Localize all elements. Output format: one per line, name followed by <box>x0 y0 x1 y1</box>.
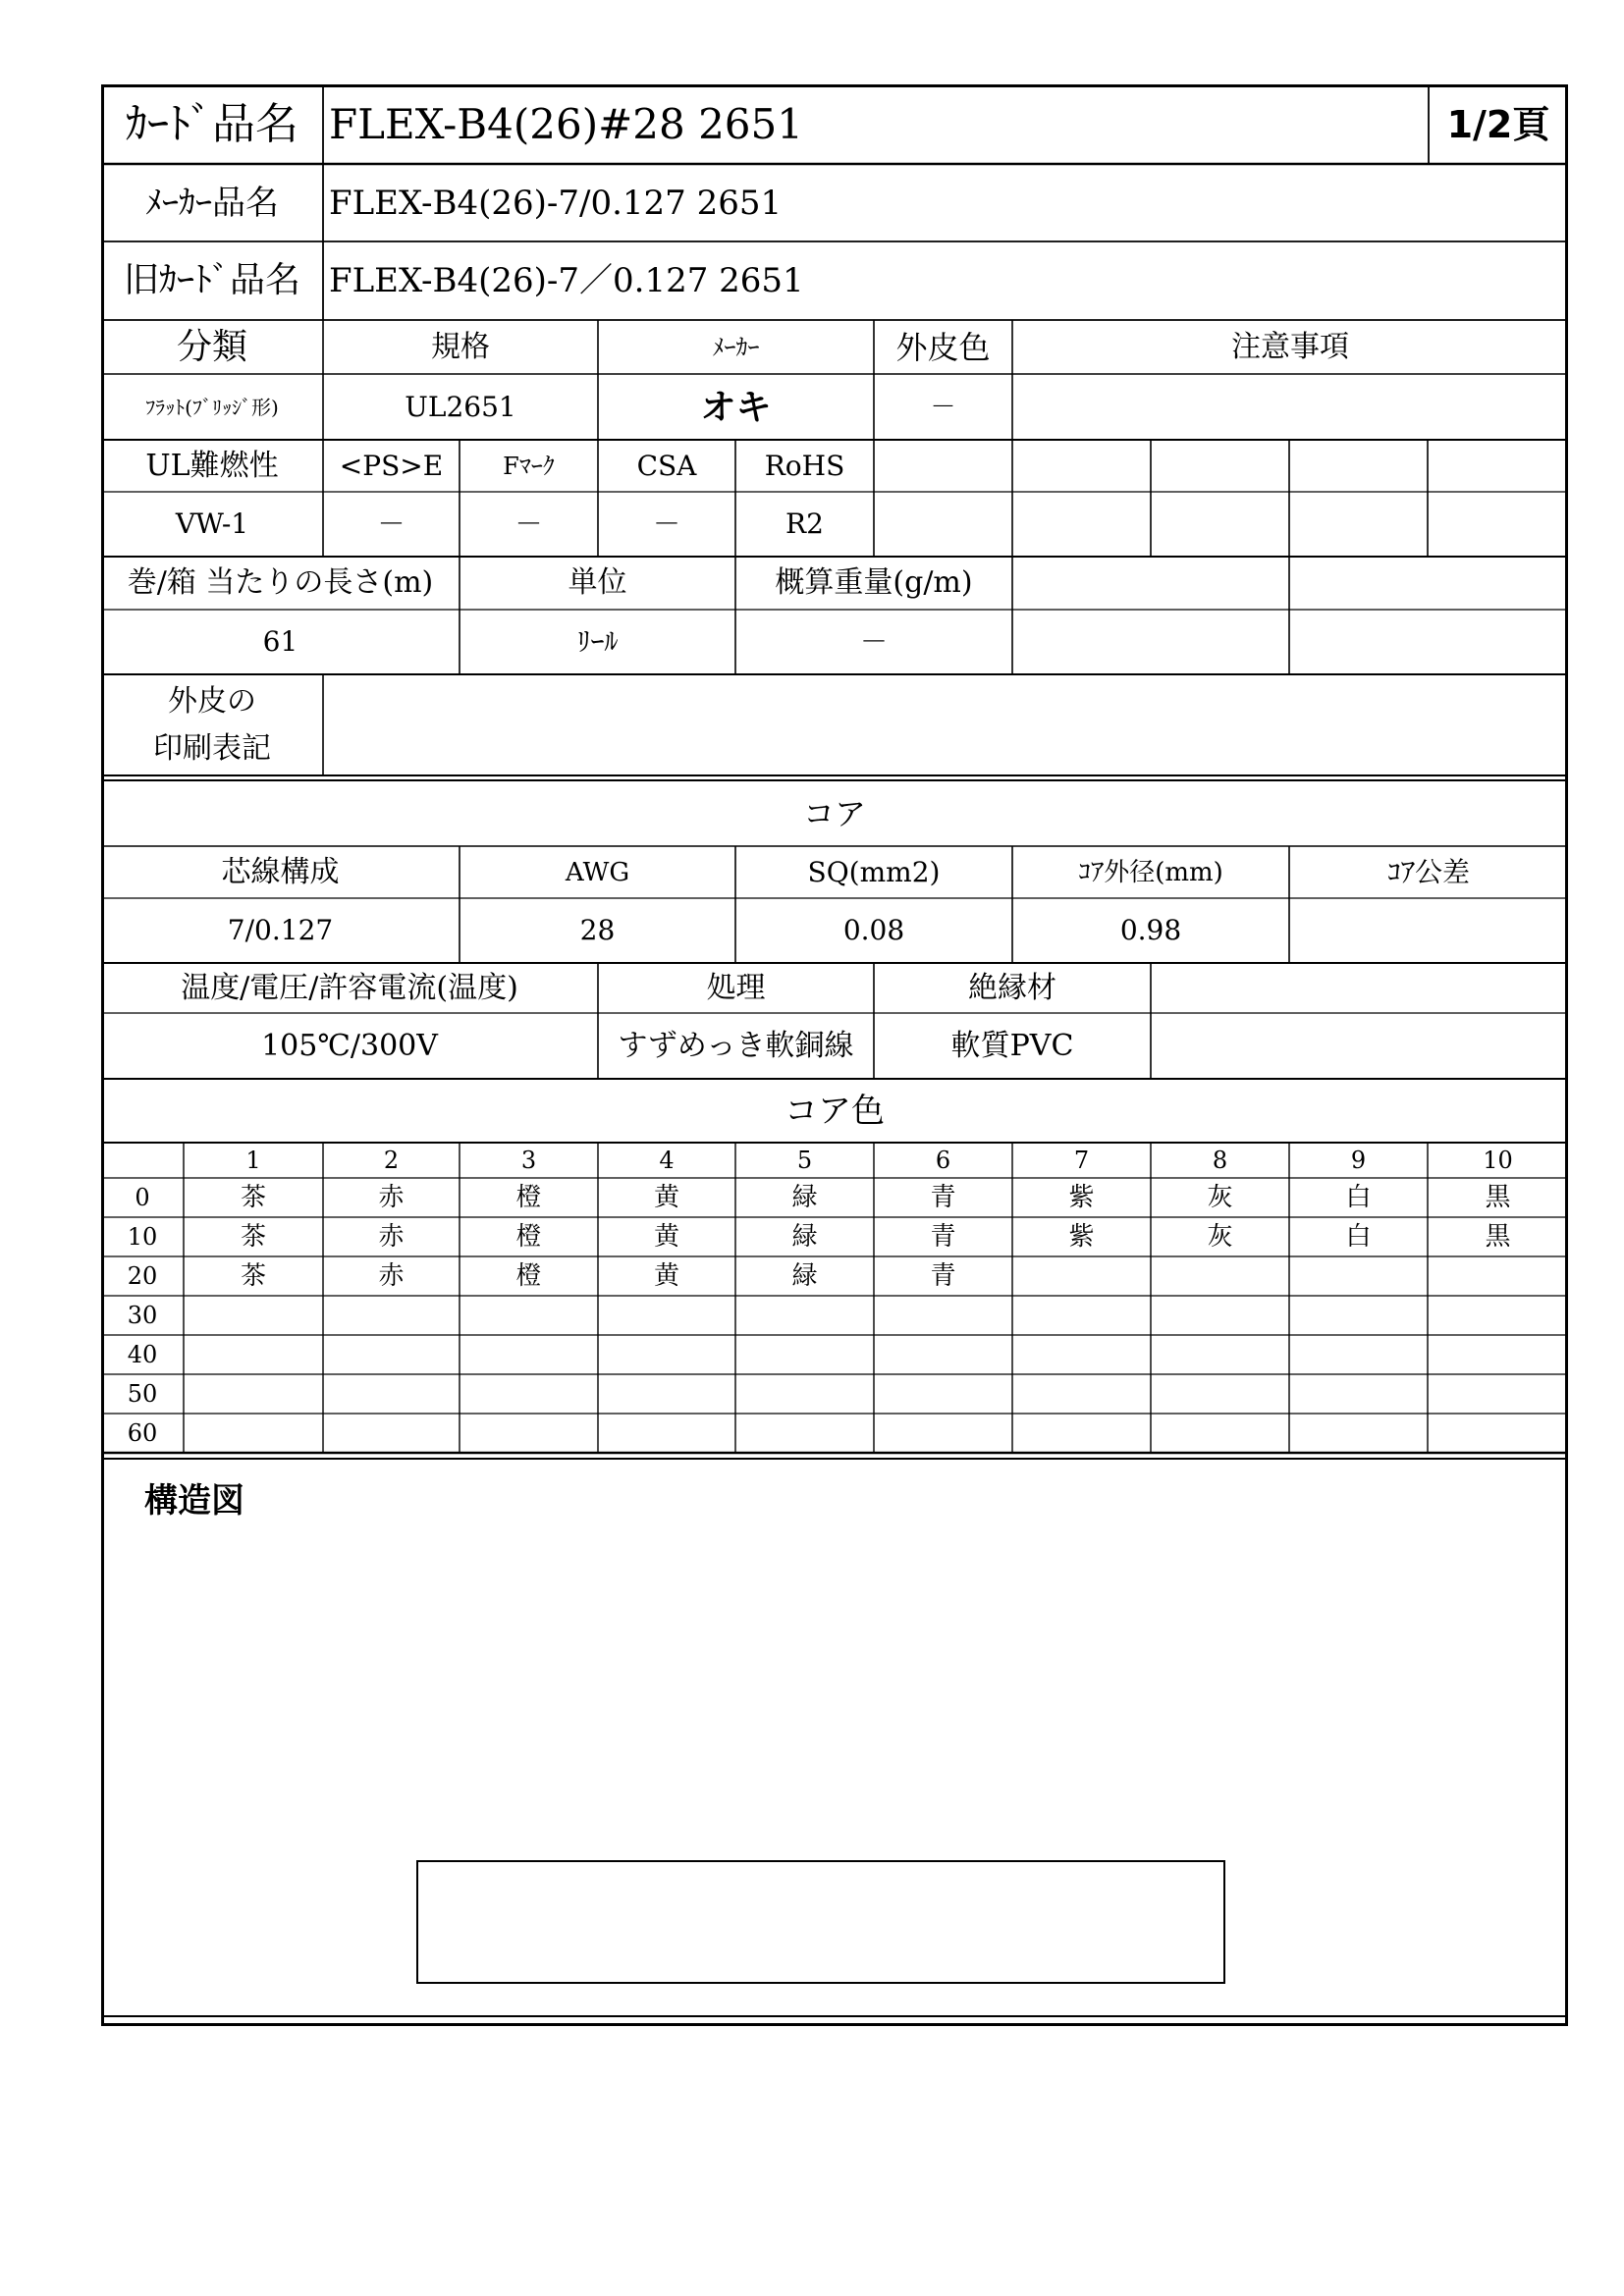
core-color-cell <box>1289 1256 1428 1296</box>
print-label-line2: 印刷表記 <box>153 731 271 766</box>
flammability-header: CSA <box>636 449 697 482</box>
core-color-cell: 紫 <box>1068 1222 1095 1252</box>
core-color-cell: 赤 <box>378 1183 405 1212</box>
core-color-title: コア色 <box>785 1091 885 1131</box>
core-color-cell <box>598 1374 735 1414</box>
core-color-cell <box>1289 1414 1428 1453</box>
core-value: 28 <box>579 914 616 946</box>
length-value: － <box>859 625 888 658</box>
core-color-cell: 茶 <box>240 1183 266 1212</box>
core-color-cell: 青 <box>930 1183 956 1212</box>
core-value: 0.08 <box>842 914 905 946</box>
rating-header: 温度/電圧/許容電流(温度) <box>181 970 518 1005</box>
diagram-frame <box>417 1861 1224 1983</box>
flammability-header: UL難燃性 <box>145 448 279 483</box>
core-color-cell: 紫 <box>1068 1183 1095 1212</box>
core-color-column-header: 2 <box>383 1147 400 1174</box>
classification-value: UL2651 <box>405 390 516 423</box>
old-card-name-label: 旧ｶｰﾄﾞ品名 <box>123 260 300 300</box>
core-color-column-header: 8 <box>1212 1147 1228 1174</box>
core-header: ｺｱ公差 <box>1386 855 1470 888</box>
core-color-cell: 橙 <box>515 1222 542 1252</box>
classification-header: 外皮色 <box>895 328 991 366</box>
core-color-cell <box>460 1374 598 1414</box>
rating-value: 軟質PVC <box>950 1028 1074 1063</box>
core-color-cell <box>1428 1256 1568 1296</box>
core-color-row-label: 60 <box>127 1419 158 1447</box>
core-color-cell <box>874 1296 1012 1335</box>
core-color-cell: 黄 <box>653 1222 679 1252</box>
length-value: ﾘｰﾙ <box>576 625 619 658</box>
core-color-cell <box>460 1296 598 1335</box>
core-color-cell <box>735 1414 874 1453</box>
core-color-cell <box>1428 1374 1568 1414</box>
core-value: 7/0.127 <box>227 914 334 946</box>
flammability-value: VW-1 <box>175 507 249 540</box>
core-color-cell <box>460 1335 598 1374</box>
core-header: AWG <box>565 857 630 887</box>
core-color-cell: 緑 <box>791 1222 818 1252</box>
core-color-cell: 赤 <box>378 1261 405 1291</box>
core-color-cell <box>184 1296 323 1335</box>
core-color-cell <box>323 1296 460 1335</box>
core-header: ｺｱ外径(mm) <box>1078 857 1223 887</box>
core-color-cell: 緑 <box>791 1183 818 1212</box>
core-color-column-header: 9 <box>1350 1147 1367 1174</box>
core-color-cell <box>184 1414 323 1453</box>
core-color-cell <box>1012 1414 1151 1453</box>
core-color-cell: 黒 <box>1485 1183 1511 1212</box>
core-color-cell: 白 <box>1345 1183 1372 1212</box>
core-color-cell <box>184 1374 323 1414</box>
classification-value: オキ <box>700 386 772 428</box>
maker-name-label: ﾒｰｶｰ品名 <box>145 183 279 223</box>
core-color-cell <box>1289 1296 1428 1335</box>
core-color-cell <box>735 1335 874 1374</box>
core-color-cell <box>735 1374 874 1414</box>
card-name-label: ｶｰﾄﾞ品名 <box>126 98 298 149</box>
core-color-cell <box>874 1414 1012 1453</box>
core-value: 0.98 <box>1119 914 1182 946</box>
core-color-cell <box>1012 1335 1151 1374</box>
core-color-row-label: 20 <box>127 1262 158 1290</box>
core-color-cell <box>1151 1296 1289 1335</box>
classification-header: 規格 <box>431 329 490 364</box>
print-value <box>327 674 1564 775</box>
flammability-value: R2 <box>785 507 824 540</box>
rating-value: すずめっき軟銅線 <box>618 1028 854 1063</box>
core-color-cell <box>874 1335 1012 1374</box>
core-color-cell: 灰 <box>1207 1222 1233 1252</box>
core-color-cell: 黄 <box>653 1183 679 1212</box>
core-color-cell <box>1151 1414 1289 1453</box>
core-color-row-label: 50 <box>127 1380 158 1408</box>
length-header: 単位 <box>568 565 627 600</box>
page-number: 1/2頁 <box>1446 102 1550 146</box>
core-color-cell <box>1428 1296 1568 1335</box>
core-header: SQ(mm2) <box>807 855 941 888</box>
core-color-cell <box>1012 1256 1151 1296</box>
core-color-cell: 黒 <box>1485 1222 1511 1252</box>
core-color-cell <box>598 1414 735 1453</box>
classification-value: ﾌﾗｯﾄ(ﾌﾞﾘｯｼﾞ形) <box>145 395 279 419</box>
maker-name-value: FLEX-B4(26)-7/0.127 2651 <box>329 183 783 223</box>
flammability-header: <PS>E <box>339 449 444 482</box>
core-color-cell: 茶 <box>240 1222 266 1252</box>
core-color-cell: 緑 <box>791 1261 818 1291</box>
rating-value: 105℃/300V <box>261 1028 438 1063</box>
card-name-value: FLEX-B4(26)#28 2651 <box>329 99 803 148</box>
core-value <box>1289 898 1568 963</box>
core-color-cell <box>1012 1374 1151 1414</box>
core-color-cell <box>1012 1296 1151 1335</box>
length-header: 巻/箱 当たりの長さ(m) <box>127 565 434 600</box>
core-color-column-header: 7 <box>1073 1147 1090 1174</box>
core-color-cell: 青 <box>930 1222 956 1252</box>
core-color-cell <box>598 1296 735 1335</box>
core-color-cell <box>735 1296 874 1335</box>
flammability-value: － <box>514 507 543 540</box>
core-color-cell: 橙 <box>515 1183 542 1212</box>
core-color-cell <box>323 1414 460 1453</box>
core-color-cell: 黄 <box>653 1261 679 1291</box>
classification-header: 注意事項 <box>1231 329 1349 364</box>
core-color-cell: 青 <box>930 1261 956 1291</box>
classification-value <box>1012 374 1568 440</box>
core-color-row-label: 10 <box>127 1223 158 1251</box>
core-color-cell <box>598 1335 735 1374</box>
flammability-value: － <box>377 507 406 540</box>
classification-header: 分類 <box>176 326 247 367</box>
core-color-cell <box>323 1335 460 1374</box>
core-color-cell <box>1151 1335 1289 1374</box>
core-color-cell: 茶 <box>240 1261 266 1291</box>
rating-header: 絶縁材 <box>968 970 1056 1005</box>
core-color-cell <box>1151 1256 1289 1296</box>
core-color-column-header: 4 <box>659 1147 675 1174</box>
core-color-cell <box>460 1414 598 1453</box>
flammability-header: Fﾏｰｸ <box>503 452 555 480</box>
core-color-column-header: 3 <box>520 1147 537 1174</box>
core-color-row-label: 0 <box>135 1184 150 1211</box>
core-color-cell <box>1428 1414 1568 1453</box>
diagram-title: 構造図 <box>144 1481 244 1521</box>
core-color-cell: 灰 <box>1207 1183 1233 1212</box>
classification-header: ﾒｰｶｰ <box>712 333 760 361</box>
core-color-cell: 橙 <box>515 1261 542 1291</box>
print-label-line1: 外皮の <box>168 684 256 719</box>
core-color-cell <box>1289 1335 1428 1374</box>
core-title: コア <box>802 794 866 832</box>
old-card-name-value: FLEX-B4(26)-7／0.127 2651 <box>329 261 804 300</box>
core-color-cell: 赤 <box>378 1222 405 1252</box>
flammability-value: － <box>652 507 680 540</box>
core-color-cell <box>1151 1374 1289 1414</box>
core-color-column-header: 10 <box>1483 1147 1513 1174</box>
classification-value: － <box>930 392 956 422</box>
spec-sheet <box>101 84 1568 2026</box>
core-color-column-header: 6 <box>935 1147 951 1174</box>
core-color-row-label: 40 <box>127 1341 158 1368</box>
core-header: 芯線構成 <box>221 854 340 889</box>
core-color-cell <box>184 1335 323 1374</box>
core-color-cell <box>323 1374 460 1414</box>
core-color-column-header: 5 <box>796 1147 813 1174</box>
length-value: 61 <box>262 625 298 658</box>
length-header: 概算重量(g/m) <box>775 565 973 600</box>
core-color-row-label: 30 <box>127 1302 158 1329</box>
core-color-cell <box>874 1374 1012 1414</box>
rating-header: 処理 <box>706 970 766 1005</box>
core-color-cell <box>1289 1374 1428 1414</box>
flammability-header: RoHS <box>764 449 845 482</box>
core-color-column-header: 1 <box>245 1147 261 1174</box>
core-color-cell: 白 <box>1345 1222 1372 1252</box>
core-color-cell <box>1428 1335 1568 1374</box>
